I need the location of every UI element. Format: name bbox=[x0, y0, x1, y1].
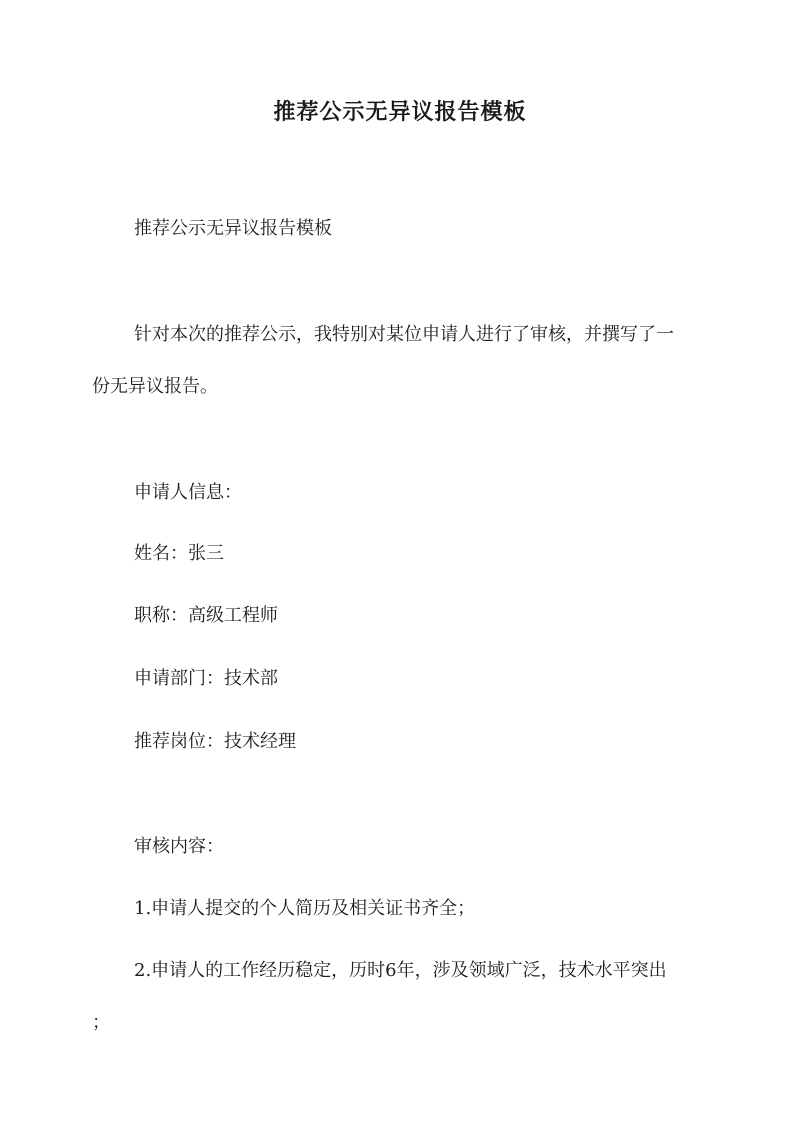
applicant-title: 职称：高级工程师 bbox=[134, 605, 278, 626]
document-subtitle: 推荐公示无异议报告模板 bbox=[134, 218, 332, 239]
intro-line-2: 份无异议报告。 bbox=[92, 376, 218, 397]
review-item-2-line-2: ； bbox=[92, 1012, 110, 1033]
intro-line-1: 针对本次的推荐公示，我特别对某位申请人进行了审核，并撰写了一 bbox=[134, 324, 674, 345]
applicant-name: 姓名：张三 bbox=[134, 543, 224, 564]
document-title: 推荐公示无异议报告模板 bbox=[273, 99, 527, 125]
review-heading: 审核内容： bbox=[134, 836, 224, 857]
applicant-position: 推荐岗位：技术经理 bbox=[134, 731, 296, 752]
review-item-1: 1.申请人提交的个人简历及相关证书齐全； bbox=[134, 898, 476, 919]
applicant-department: 申请部门：技术部 bbox=[134, 668, 278, 689]
review-item-2-line-1: 2.申请人的工作经历稳定，历时6年，涉及领域广泛，技术水平突出 bbox=[134, 960, 667, 981]
applicant-heading: 申请人信息： bbox=[134, 482, 242, 503]
